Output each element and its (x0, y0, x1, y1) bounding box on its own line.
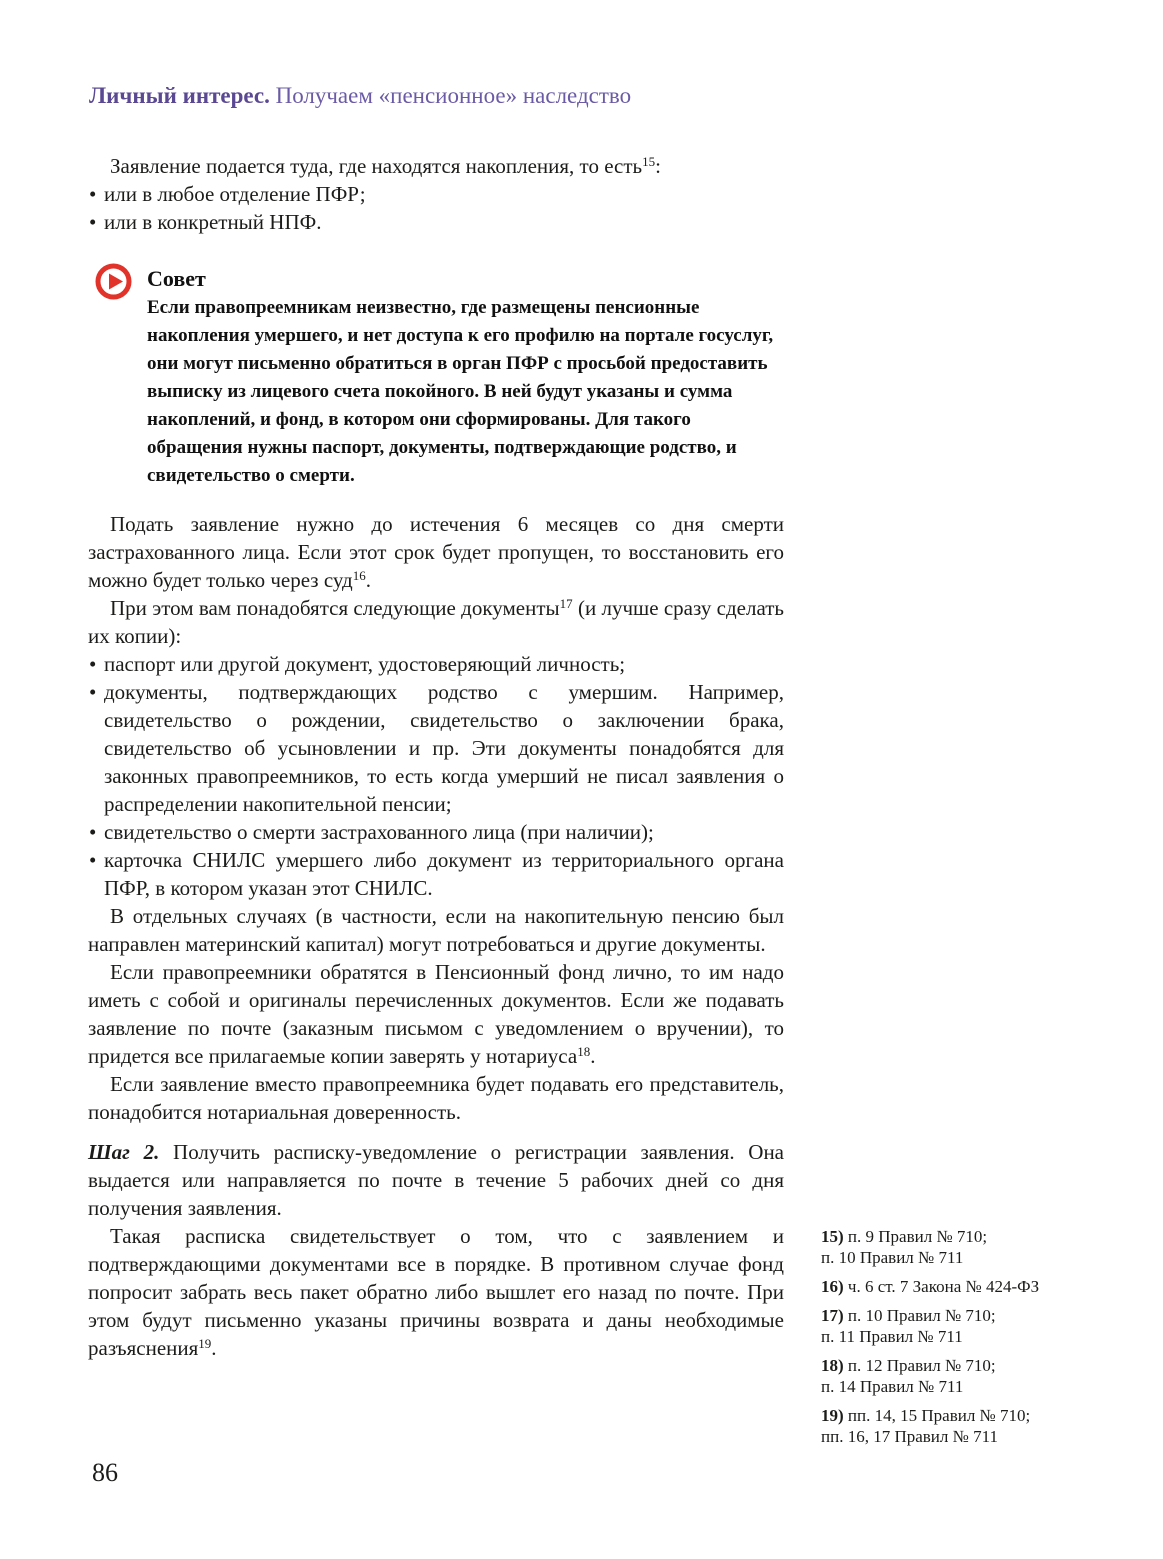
step-label: Шаг 2. (88, 1140, 160, 1164)
footnote-ref: 17 (559, 596, 573, 611)
section-title: Личный интерес. (89, 83, 270, 108)
footnote-ref: 19 (198, 1336, 212, 1351)
footnote: 15) п. 9 Правил № 710; п. 10 Правил № 711 (821, 1227, 988, 1267)
footnote: 19) пп. 14, 15 Правил № 710; пп. 16, 17 Правил № 711 (821, 1406, 1031, 1446)
page-number: 86 (92, 1458, 118, 1487)
bullet-list (88, 180, 784, 236)
list-item: • карточка СНИЛС умершего либо документ из территориального органа ПФР, в котором указан этот СНИЛС. (88, 846, 784, 902)
footnote: 16) ч. 6 ст. 7 Закона № 424-ФЗ (821, 1277, 1040, 1296)
list-item: • паспорт или другой документ, удостоверяющий личность; (88, 650, 784, 678)
footnote: 17) п. 10 Правил № 710; п. 11 Правил № 711 (821, 1306, 996, 1346)
list-item: • свидетельство о смерти застрахованного лица (при наличии); (88, 818, 784, 846)
paragraph: При этом вам понадобятся следующие документы$^{17}$ (и лучше сразу сделать их копии): (88, 596, 784, 648)
tip-body: Если правопреемникам неизвестно, где размещены пенсионные накопления умершего, и нет доступа к его профилю на портале госуслуг, они могут письменно обратиться в орган ПФР с просьбой предоставить выписку из лицевого счета покойного. В ней будут указаны и сумма накоплений, и фонд, в котором они сформированы. Для такого обращения нужны паспорт, документы, подтверждающие родство, и свидетельство о смерти. (147, 297, 774, 486)
tip-title: Совет (147, 266, 206, 291)
list-item: • или в конкретный НПФ. (88, 208, 784, 236)
paragraph: Заявление подается туда, где находятся накопления, то есть$^{15}$: (110, 154, 661, 178)
paragraph: Если заявление вместо правопреемника будет подавать его представитель, понадобится нотариальная доверенность. (88, 1072, 784, 1124)
tip-box (147, 264, 787, 490)
footnote-number: 19) (821, 1406, 844, 1425)
bullet-list (88, 650, 784, 902)
paragraph: Подать заявление нужно до истечения 6 месяцев со дня смерти застрахованного лица. Если этот срок будет пропущен, то восстановить его можно будет только через суд$^{16}$. (88, 512, 784, 592)
footnote-number: 18) (821, 1356, 844, 1375)
chapter-title: Получаем «пенсионное» наследство (269, 83, 632, 108)
main-text-column (88, 152, 784, 1362)
play-icon (95, 263, 132, 300)
footnote-number: 16) (821, 1277, 844, 1296)
list-item: • или в любое отделение ПФР; (88, 180, 784, 208)
footnote: 18) п. 12 Правил № 710; п. 14 Правил № 711 (821, 1356, 996, 1396)
step-2-heading-paragraph: Шаг 2. Получить расписку-уведомление о регистрации заявления. Она выдается или направляется по почте в течение 5 рабочих дней со дня получения заявления. (88, 1140, 784, 1220)
footnotes-column (821, 1226, 1101, 1455)
paragraph: Если правопреемники обратятся в Пенсионный фонд лично, то им надо иметь с собой и оригиналы перечисленных документов. Если же подавать заявление по почте (заказным письмом с уведомлением о вручении), то придется все прилагаемые копии заверять у нотариуса$^{18}$. (88, 960, 784, 1068)
footnote-number: 15) (821, 1227, 844, 1246)
paragraph: В отдельных случаях (в частности, если на накопительную пенсию был направлен материнский капитал) могут потребоваться и другие документы. (88, 904, 784, 956)
footnote-ref: 16 (352, 568, 366, 583)
paragraph: Такая расписка свидетельствует о том, что с заявлением и подтверждающими документами все в порядке. В противном случае фонд попросит забрать весь пакет обратно либо вышлет его назад по почте. При этом будут письменно указаны причины возврата и даны необходимые разъяснения$^{19}$. (88, 1224, 784, 1360)
footnote-number: 17) (821, 1306, 844, 1325)
list-item: • документы, подтверждающих родство с умершим. Например, свидетельство о рождении, свидетельство о заключении брака, свидетельство об усыновлении и пр. Эти документы понадобятся для законных правопреемников, то есть когда умерший не писал заявления о распределении накопительной пенсии; (88, 678, 784, 818)
footnote-ref: 18 (577, 1044, 591, 1059)
running-header (89, 82, 631, 110)
footnote-ref: 15 (642, 154, 656, 169)
